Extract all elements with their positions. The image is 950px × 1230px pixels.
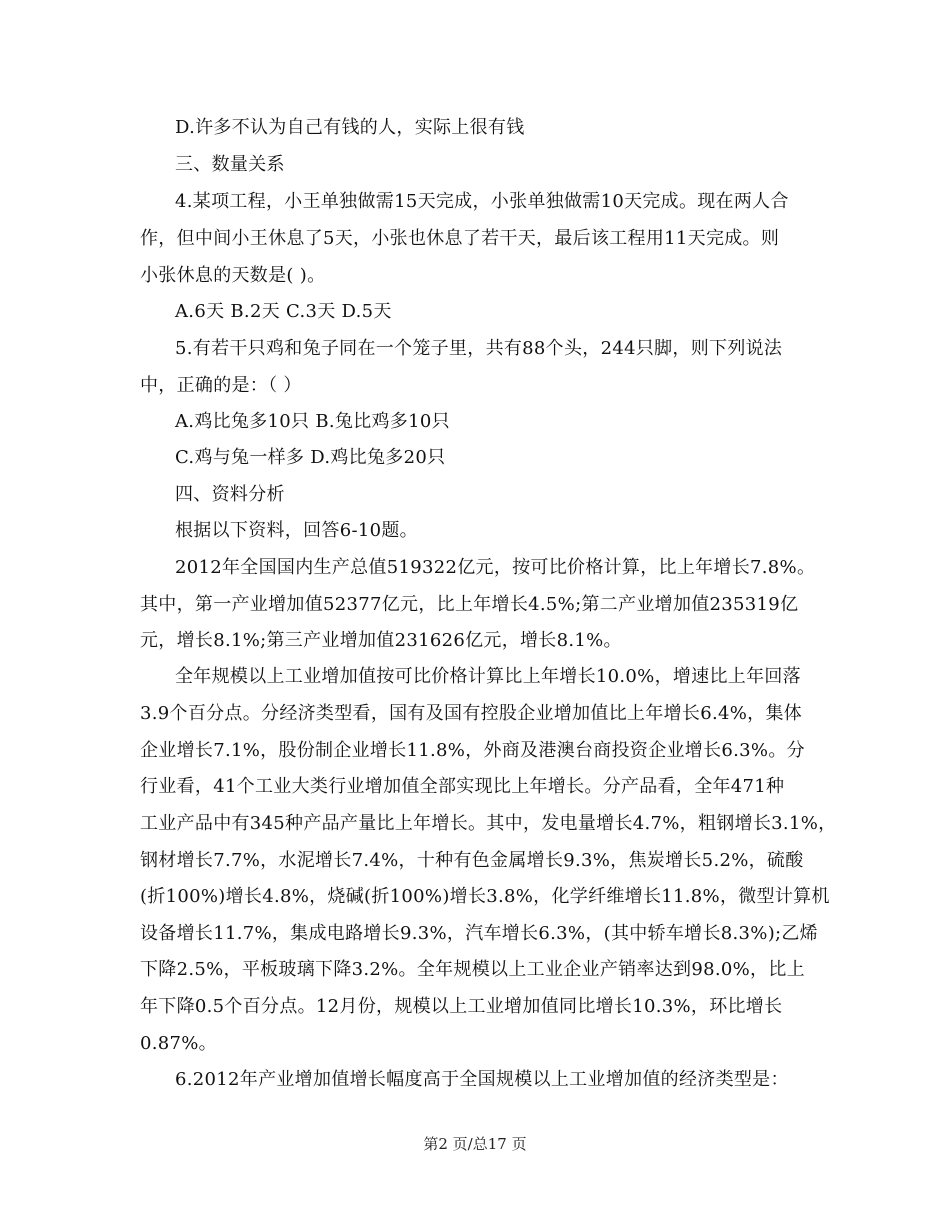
option-d-q3: D.许多不认为自己有钱的人，实际上很有钱 (175, 117, 525, 138)
data-intro: 根据以下资料，回答6-10题。 (175, 520, 418, 541)
question-4-line-1: 4.某项工程，小王单独做需15天完成，小张单独做需10天完成。现在两人合 (175, 191, 789, 212)
question-4-line-2: 作，但中间小王休息了5天，小张也休息了若干天，最后该工程用11天完成。则 (140, 228, 780, 249)
paragraph-1-line-1: 2012年全国国内生产总值519322亿元，按可比价格计算，比上年增长7.8%。 (175, 557, 816, 578)
section-heading-data-analysis: 四、资料分析 (175, 484, 285, 505)
paragraph-2-line-10: 年下降0.5个百分点。12月份，规模以上工业增加值同比增长10.3%，环比增长 (140, 996, 783, 1017)
question-5-line-2: 中，正确的是：（ ） (140, 375, 302, 396)
question-4-options: A.6天 B.2天 C.3天 D.5天 (175, 301, 392, 322)
paragraph-2-line-1: 全年规模以上工业增加值按可比价格计算比上年增长10.0%，增速比上年回落 (175, 666, 801, 687)
question-5-line-1: 5.有若干只鸡和兔子同在一个笼子里，共有88个头，244只脚，则下列说法 (175, 338, 783, 359)
paragraph-2-line-3: 企业增长7.1%，股份制企业增长11.8%，外商及港澳台商投资企业增长6.3%。分 (140, 740, 805, 761)
question-4-line-3: 小张休息的天数是( )。 (140, 265, 326, 286)
paragraph-2-line-7: (折100%)增长4.8%，烧碱(折100%)增长3.8%，化学纤维增长11.8%，微型计算机 (140, 886, 830, 907)
page-footer: 第2 页/总17 页 (423, 1135, 527, 1153)
paragraph-2-line-8: 设备增长11.7%，集成电路增长9.3%，汽车增长6.3%，(其中轿车增长8.3%);乙烯 (140, 923, 818, 944)
section-heading-quantity: 三、数量关系 (175, 154, 285, 175)
paragraph-1-line-3: 元，增长8.1%;第三产业增加值231626亿元，增长8.1%。 (140, 630, 622, 651)
paragraph-2-line-6: 钢材增长7.7%，水泥增长7.4%，十种有色金属增长9.3%，焦炭增长5.2%，硫酸 (140, 850, 804, 871)
question-6-line-1: 6.2012年产业增加值增长幅度高于全国规模以上工业增加值的经济类型是： (175, 1069, 789, 1090)
paragraph-2-line-9: 下降2.5%，平板玻璃下降3.2%。全年规模以上工业企业产销率达到98.0%，比上 (140, 959, 805, 980)
question-5-options-ab: A.鸡比兔多10只 B.兔比鸡多10只 (175, 411, 450, 432)
question-5-options-cd: C.鸡与兔一样多 D.鸡比兔多20只 (175, 447, 446, 468)
paragraph-2-line-11: 0.87%。 (140, 1033, 217, 1054)
paragraph-2-line-4: 行业看，41个工业大类行业增加值全部实现比上年增长。分产品看，全年471种 (140, 776, 785, 797)
paragraph-1-line-2: 其中，第一产业增加值52377亿元，比上年增长4.5%;第二产业增加值235319亿 (140, 594, 799, 615)
paragraph-2-line-5: 工业产品中有345种产品产量比上年增长。其中，发电量增长4.7%，粗钢增长3.1%， (140, 813, 837, 834)
paragraph-2-line-2: 3.9个百分点。分经济类型看，国有及国有控股企业增加值比上年增长6.4%，集体 (140, 703, 803, 724)
